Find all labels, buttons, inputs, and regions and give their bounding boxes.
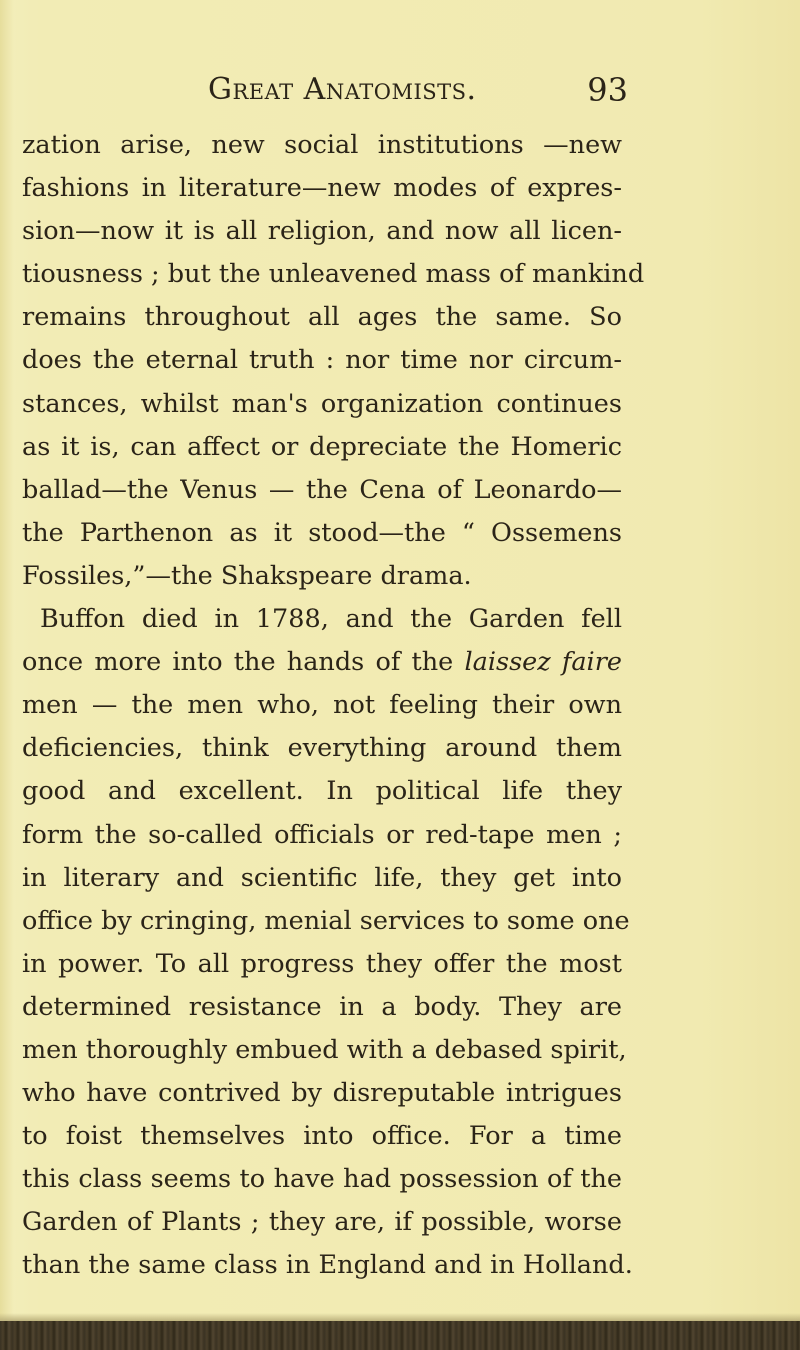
text-line: office by cringing, menial services to some one: [22, 905, 630, 936]
running-head: Great Anatomists.: [208, 72, 477, 107]
text-line: remains throughout all ages the same. So: [22, 302, 622, 333]
page-header: [0, 70, 800, 120]
text-line: form the so-called officials or red-tape men ;: [22, 819, 622, 850]
text-line: tiousness ; but the unleavened mass of mankind: [22, 259, 645, 290]
text-line: this class seems to have had possession of the: [22, 1164, 622, 1195]
text-line: to foist themselves into office. For a time: [22, 1121, 622, 1152]
text-line: good and excellent. In political life they: [22, 776, 622, 807]
text-line: zation arise, new social institutions —new: [22, 130, 622, 160]
text-line: men thoroughly embued with a debased spirit,: [22, 1034, 627, 1065]
text-line: who have contrived by disreputable intrigues: [22, 1078, 622, 1109]
text-line: ballad—the Venus — the Cena of Leonardo—: [22, 474, 622, 505]
text-line: in literary and scientific life, they get into: [22, 862, 622, 893]
page-gutter-shadow: [0, 0, 14, 1320]
text-line: as it is, can affect or depreciate the Homeric: [22, 431, 622, 462]
text-line: men — the men who, not feeling their own: [22, 690, 622, 721]
text-line: Fossiles,”—the Shakspeare drama.: [22, 560, 472, 591]
page-number: 93: [587, 71, 628, 109]
text-line: stances, whilst man's organization continues: [22, 388, 622, 419]
italic-phrase: laissez faire: [464, 647, 622, 678]
text-line: in power. To all progress they offer the most: [22, 948, 622, 979]
text-line: Garden of Plants ; they are, if possible, worse: [22, 1207, 622, 1238]
text-line: the Parthenon as it stood—the “ Ossemens: [22, 517, 622, 548]
text-line: fashions in literature—new modes of expres-: [22, 173, 622, 204]
text-line: sion—now it is all religion, and now all licen-: [22, 216, 622, 247]
text-line: Buffon died in 1788, and the Garden fell: [40, 604, 622, 635]
text-line: than the same class in England and in Holland.: [22, 1250, 633, 1281]
body-text: [22, 124, 645, 1288]
text-line: does the eternal truth : nor time nor circum-: [22, 345, 622, 376]
text-line: determined resistance in a body. They are: [22, 991, 622, 1022]
book-edge-band: [0, 1321, 800, 1350]
text-line: once more into the hands of the laissez faire: [22, 647, 622, 678]
text-line: deficiencies, think everything around them: [22, 733, 622, 764]
